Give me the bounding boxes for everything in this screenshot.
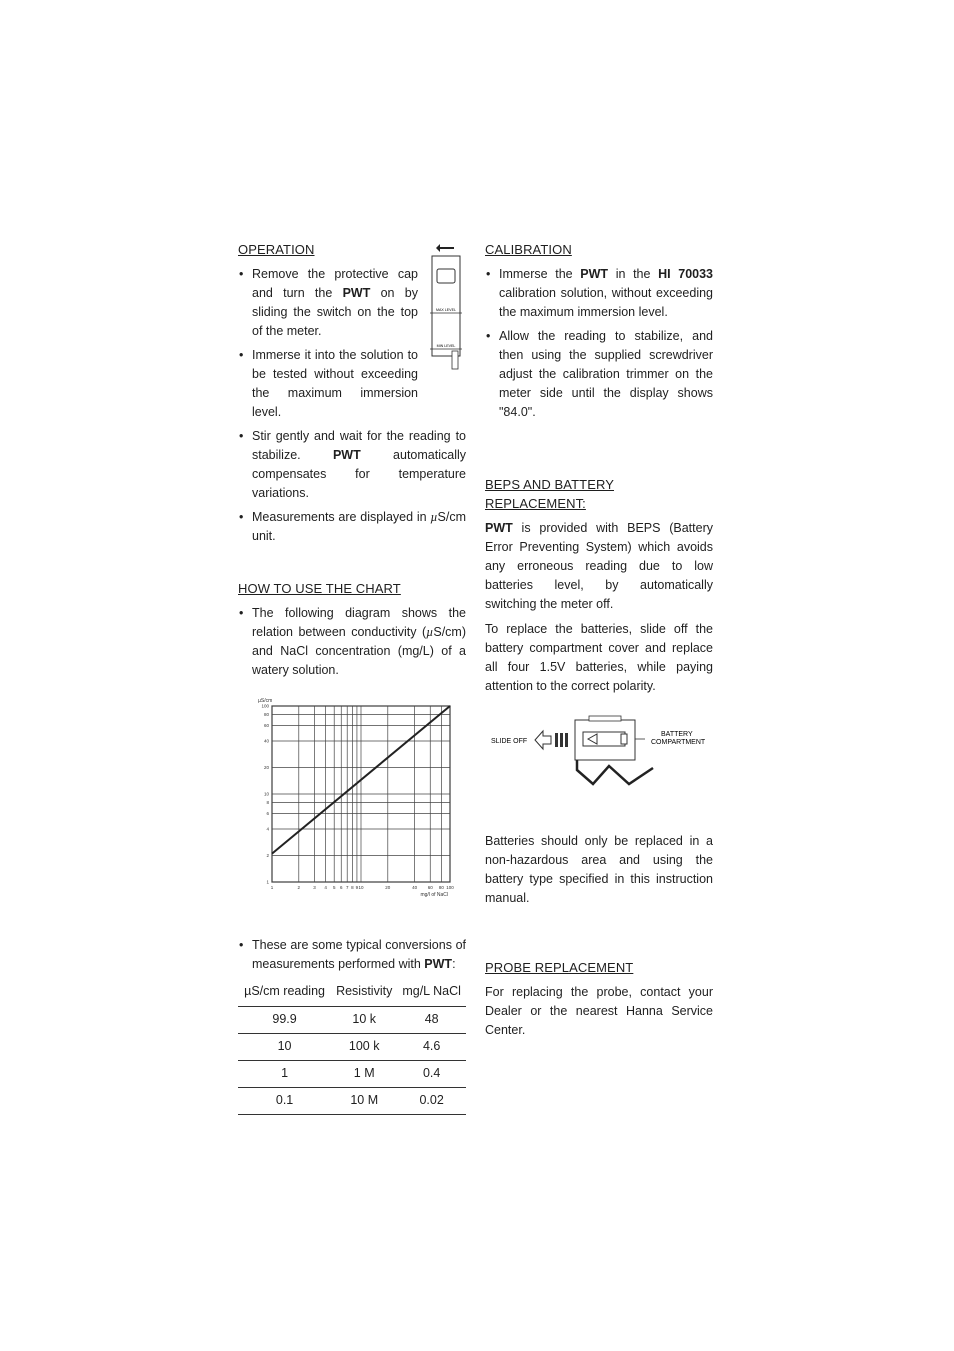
table-row (238, 1034, 466, 1061)
operation-bullet-3 (238, 427, 466, 503)
x-tick-label: 100 (446, 885, 454, 890)
y-axis-label: µS/cm (258, 698, 273, 704)
table-cell: 10 k (331, 1007, 397, 1034)
chart-list (238, 604, 466, 680)
col-header-resistivity: Resistivity (331, 979, 397, 1007)
x-tick-label: 7 (345, 885, 349, 890)
x-tick-label: 1 (270, 885, 274, 890)
operation-heading: OPERATION (238, 242, 315, 257)
x-tick-label: 10 (358, 885, 364, 890)
col-header-nacl: mg/L NaCl (397, 979, 466, 1007)
table-cell: 100 k (331, 1034, 397, 1061)
operation-bullet-3-a: Stir gently and wait for the reading to stabilize. (252, 429, 466, 462)
table-cell: 1 (238, 1061, 331, 1088)
probe-display (437, 269, 455, 283)
calibration-bullet-1-c: calibration solution, without exceeding the maximum immersion level. (499, 286, 713, 319)
chart-svg (258, 694, 458, 904)
beps-para-1-text: is provided with BEPS (Battery Error Preventing System) which avoids any erroneous reading due to low batteries level, by automatically switching the meter off. (485, 521, 713, 611)
pwt-term: PWT (342, 286, 371, 300)
pwt-term: PWT (580, 267, 609, 281)
right-column (485, 240, 713, 1046)
x-tick-label: 6 (339, 885, 343, 890)
chart-bullet (238, 604, 466, 680)
probe-text: For replacing the probe, contact your Dealer or the nearest Hanna Service Center. (485, 985, 713, 1037)
y-tick-label: 2 (266, 853, 269, 859)
table-cell: 1 M (331, 1061, 397, 1088)
operation-bullet-4-b: S/cm unit. (252, 510, 466, 543)
battery-cover (555, 733, 568, 747)
x-tick-label: 4 (324, 885, 327, 890)
pwt-term: PWT (332, 448, 361, 462)
chart-bullet-a: The following diagram shows the relation between conductivity ( (252, 606, 466, 639)
meter-cap (589, 716, 621, 721)
y-tick-label: 60 (263, 723, 269, 729)
max-level-label: MAX LEVEL (436, 308, 456, 312)
table-cell: 0.02 (397, 1088, 466, 1115)
hi70033-term: HI 70033 (658, 267, 714, 281)
operation-bullet-3-b: automatically compensates for temperature variations. (252, 448, 466, 500)
slide-arrow-icon (535, 731, 551, 749)
table-row (238, 1007, 466, 1034)
table-header-row (238, 979, 466, 1007)
calibration-heading: CALIBRATION (485, 242, 572, 257)
table-cell: 10 M (331, 1088, 397, 1115)
x-tick-label: 3 (313, 885, 316, 890)
table-cell: 10 (238, 1034, 331, 1061)
operation-bullet-4-a: Measurements are displayed in (252, 510, 431, 524)
x-tick-label: 8 (351, 885, 354, 890)
y-tick-label: 6 (266, 811, 269, 817)
calibration-list (485, 265, 713, 422)
table-cell: 4.6 (397, 1034, 466, 1061)
x-tick-label: 5 (332, 885, 336, 890)
probe-heading: PROBE REPLACEMENT (485, 960, 634, 975)
x-axis-label: mg/l of NaCl (420, 892, 448, 898)
x-tick-label: 2 (297, 885, 301, 890)
table-row (238, 1061, 466, 1088)
calibration-bullet-1-a: Immerse the (499, 267, 581, 281)
y-tick-label: 1 (266, 879, 269, 885)
probe-tip (452, 351, 458, 369)
y-tick-label: 10 (263, 791, 269, 797)
operation-bullet-4 (238, 508, 466, 546)
calibration-bullet-1 (485, 265, 713, 322)
pwt-term: PWT (485, 521, 513, 535)
conversion-bullet (238, 936, 466, 974)
operation-bullet-1-b: on by sliding the switch on the top of the meter. (252, 286, 418, 338)
beps-para-1 (485, 519, 713, 614)
col-header-reading: µS/cm reading (238, 979, 331, 1007)
calibration-bullet-1-b: in the (608, 267, 659, 281)
battery-illustration (485, 712, 713, 802)
slide-off-label: SLIDE OFF (491, 738, 528, 745)
x-tick-label: 80 (438, 885, 444, 890)
conversion-bullet-b: : (452, 957, 456, 971)
conversion-table (238, 979, 466, 1115)
y-tick-label: 4 (266, 826, 269, 832)
conductivity-chart (258, 694, 458, 904)
table-row (238, 1088, 466, 1115)
chart-bullet-b: S/cm) and NaCl concentration (mg/L) of a watery solution. (252, 625, 466, 677)
probe-illustration (426, 241, 466, 371)
conversion-bullet-a: These are some typical conversions of measurements performed with (252, 938, 466, 971)
operation-list-2 (238, 427, 466, 546)
y-tick-label: 80 (263, 712, 269, 718)
table-cell: 0.4 (397, 1061, 466, 1088)
y-tick-label: 100 (261, 703, 269, 709)
table-cell: 99.9 (238, 1007, 331, 1034)
x-tick-label: 9 (355, 885, 359, 890)
battery-latch (621, 734, 627, 744)
x-tick-label: 60 (427, 885, 433, 890)
compartment-label: COMPARTMENT (651, 739, 706, 746)
pwt-term: PWT (424, 957, 453, 971)
calibration-bullet-2: • Allow the reading to stabilize, and then using the supplied screwdriver adjust the calibration trimmer on the meter side until the display shows "84.0". (485, 327, 713, 422)
table-cell: 0.1 (238, 1088, 331, 1115)
x-tick-label: 40 (412, 885, 418, 890)
y-tick-label: 40 (263, 738, 269, 744)
operation-bullet-1 (238, 265, 418, 341)
battery-label: BATTERY (661, 731, 693, 738)
x-tick-label: 20 (385, 885, 391, 890)
operation-bullet-1-a: Remove the protective cap and turn the (252, 267, 418, 300)
operation-bullet-2: • Immerse it into the solution to be tested without exceeding the maximum immersion level. (238, 346, 418, 422)
micro-symbol: µ (430, 510, 438, 524)
left-column (238, 240, 466, 1115)
micro-symbol: µ (426, 625, 434, 639)
table-cell: 48 (397, 1007, 466, 1034)
y-tick-label: 8 (266, 800, 269, 806)
chart-heading: HOW TO USE THE CHART (238, 581, 401, 596)
beps-para-3: Batteries should only be replaced in a non-hazardous area and using the battery type specified in this instruction manual. (485, 834, 713, 905)
battery-svg (485, 712, 713, 802)
meter-body-outline (577, 760, 653, 784)
beps-para-2: To replace the batteries, slide off the battery compartment cover and replace all four 1.5V batteries, while paying attention to the correct polarity. (485, 622, 713, 693)
conversion-list (238, 936, 466, 974)
min-level-label: MIN LEVEL (436, 344, 456, 348)
arrow-left-icon (436, 244, 454, 252)
beps-heading: BEPS AND BATTERY REPLACEMENT: (485, 477, 614, 511)
y-tick-label: 20 (263, 765, 269, 771)
